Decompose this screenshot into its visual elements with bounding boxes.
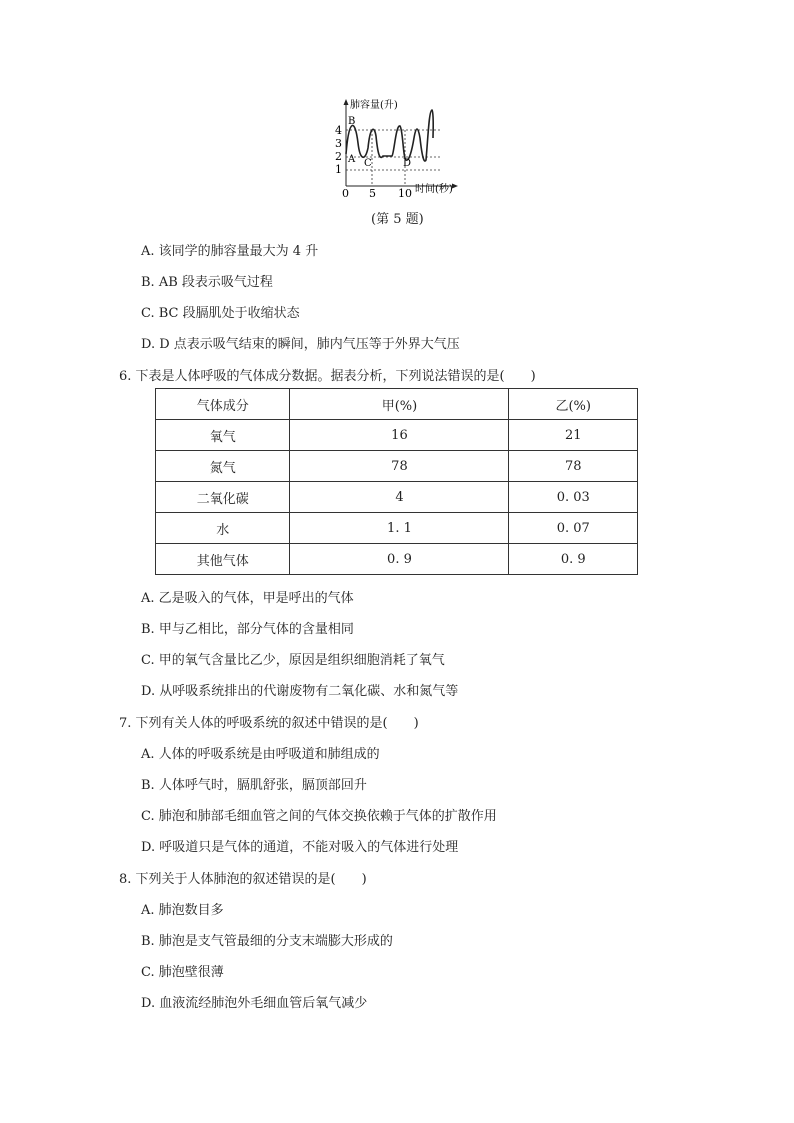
q5-option-b: B. AB 段表示吸气过程 <box>141 275 273 290</box>
table-cell: 78 <box>290 451 509 482</box>
table-cell: 16 <box>290 420 509 451</box>
q6-option-a: A. 乙是吸入的气体，甲是呼出的气体 <box>141 591 354 606</box>
y-axis-arrow <box>344 99 349 105</box>
point-label-c: C <box>364 158 372 169</box>
q8-option-d: D. 血液流经肺泡外毛细血管后氧气减少 <box>141 996 368 1011</box>
q8-option-a: A. 肺泡数目多 <box>141 903 224 918</box>
table-cell: 氧气 <box>156 420 290 451</box>
y-tick-4: 4 <box>335 124 342 137</box>
table-cell: 0. 9 <box>290 544 509 575</box>
table-cell: 1. 1 <box>290 513 509 544</box>
table-cell: 水 <box>156 513 290 544</box>
table-cell: 4 <box>290 482 509 513</box>
q5-option-d: D. D 点表示吸气结束的瞬间，肺内气压等于外界大气压 <box>141 337 460 352</box>
table-row <box>156 482 638 513</box>
table-cell: 0. 03 <box>509 482 638 513</box>
table-header-row <box>156 389 638 420</box>
point-label-b: B <box>348 116 356 127</box>
q8-option-b: B. 肺泡是支气管最细的分支末端膨大形成的 <box>141 934 393 949</box>
q7-option-a: A. 人体的呼吸系统是由呼吸道和肺组成的 <box>141 747 380 762</box>
table-cell: 其他气体 <box>156 544 290 575</box>
y-tick-2: 2 <box>335 150 342 163</box>
q5-option-c: C. BC 段膈肌处于收缩状态 <box>141 306 300 321</box>
table-row <box>156 420 638 451</box>
q7-option-c: C. 肺泡和肺部毛细血管之间的气体交换依赖于气体的扩散作用 <box>141 809 497 824</box>
point-label-a: A <box>348 154 356 165</box>
table-row <box>156 513 638 544</box>
q6-option-d: D. 从呼吸系统排出的代谢废物有二氧化碳、水和氮气等 <box>141 684 459 699</box>
table-header-cell: 乙(%) <box>509 389 638 420</box>
q8-option-c: C. 肺泡壁很薄 <box>141 965 224 980</box>
table-cell: 0. 9 <box>509 544 638 575</box>
figure-caption: (第 5 题) <box>371 212 424 227</box>
q5-option-a: A. 该同学的肺容量最大为 4 升 <box>141 244 319 259</box>
x-axis-label: 时间(秒) <box>415 184 453 195</box>
table-row <box>156 544 638 575</box>
table-row <box>156 451 638 482</box>
x-tick-0: 0 <box>342 187 349 198</box>
q6-stem: 6. 下表是人体呼吸的气体成分数据。据表分析，下列说法错误的是( ) <box>119 369 536 384</box>
q8-stem: 8. 下列关于人体肺泡的叙述错误的是( ) <box>119 872 367 887</box>
q7-option-b: B. 人体呼气时，膈肌舒张，膈顶部回升 <box>141 778 367 793</box>
x-tick-10: 10 <box>398 187 412 198</box>
gas-composition-table <box>155 388 638 575</box>
lung-volume-curve <box>346 110 433 161</box>
table-cell: 78 <box>509 451 638 482</box>
table-cell: 0. 07 <box>509 513 638 544</box>
table-header-cell: 气体成分 <box>156 389 290 420</box>
y-axis-label: 肺容量(升) <box>350 100 398 111</box>
point-label-d: D <box>403 158 412 169</box>
q6-option-c: C. 甲的氧气含量比乙少，原因是组织细胞消耗了氧气 <box>141 653 445 668</box>
y-tick-3: 3 <box>335 137 342 150</box>
lung-volume-figure <box>330 98 465 198</box>
table-cell: 21 <box>509 420 638 451</box>
q7-option-d: D. 呼吸道只是气体的通道，不能对吸入的气体进行处理 <box>141 840 459 855</box>
table-header-cell: 甲(%) <box>290 389 509 420</box>
x-tick-5: 5 <box>369 187 376 198</box>
q7-stem: 7. 下列有关人体的呼吸系统的叙述中错误的是( ) <box>119 716 419 731</box>
y-tick-1: 1 <box>335 163 342 176</box>
table-cell: 氮气 <box>156 451 290 482</box>
q6-option-b: B. 甲与乙相比，部分气体的含量相同 <box>141 622 354 637</box>
table-cell: 二氧化碳 <box>156 482 290 513</box>
x-axis-arrow <box>452 184 458 189</box>
